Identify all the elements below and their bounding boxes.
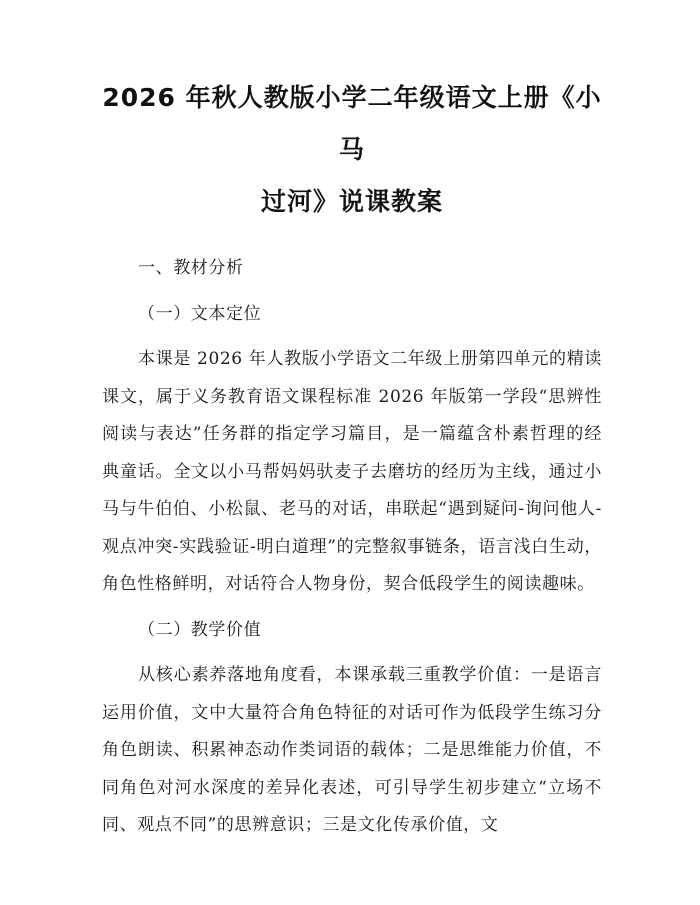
title-line-2: 过河》说课教案: [260, 187, 443, 216]
section-heading-teaching-material-analysis: 一、教材分析: [138, 258, 244, 278]
paragraph-text-positioning: 本课是 2026 年人教版小学语文二年级上册第四单元的精读课文，属于义务教育语文课程标准 2026 年版第一学段“思辨性阅读与表达”任务群的指定学习篇目，是一篇蕴含朴素哲理的经典童话。全文以小马帮妈妈驮麦子去磨坊的经历为主线，通过小马与牛伯伯、小松鼠、老马的对话，串联起“遇到疑问-询问他人-观点冲突-实践验证-明白道理”的完整叙事链条，语言浅白生动，角色性格鲜明，对话符合人物身份，契合低段学生的阅读趣味。: [102, 349, 602, 594]
subsection-heading-text-positioning: （一）文本定位: [138, 303, 262, 324]
subsection-heading-teaching-value: （二）教学价值: [138, 619, 262, 640]
title-line-1: 2026 年秋人教版小学二年级语文上册《小马: [102, 83, 602, 164]
paragraph-teaching-value: 从核心素养落地角度看，本课承载三重教学价值：一是语言运用价值，文中大量符合角色特征的对话可作为低段学生练习分角色朗读、积累神态动作类词语的载体；二是思维能力价值，不同角色对河水深度的差异化表述，可引导学生初步建立“立场不同、观点不同”的思辨意识；三是文化传承价值，文: [102, 665, 602, 835]
document-title: [102, 72, 602, 228]
document-body: [102, 250, 602, 845]
